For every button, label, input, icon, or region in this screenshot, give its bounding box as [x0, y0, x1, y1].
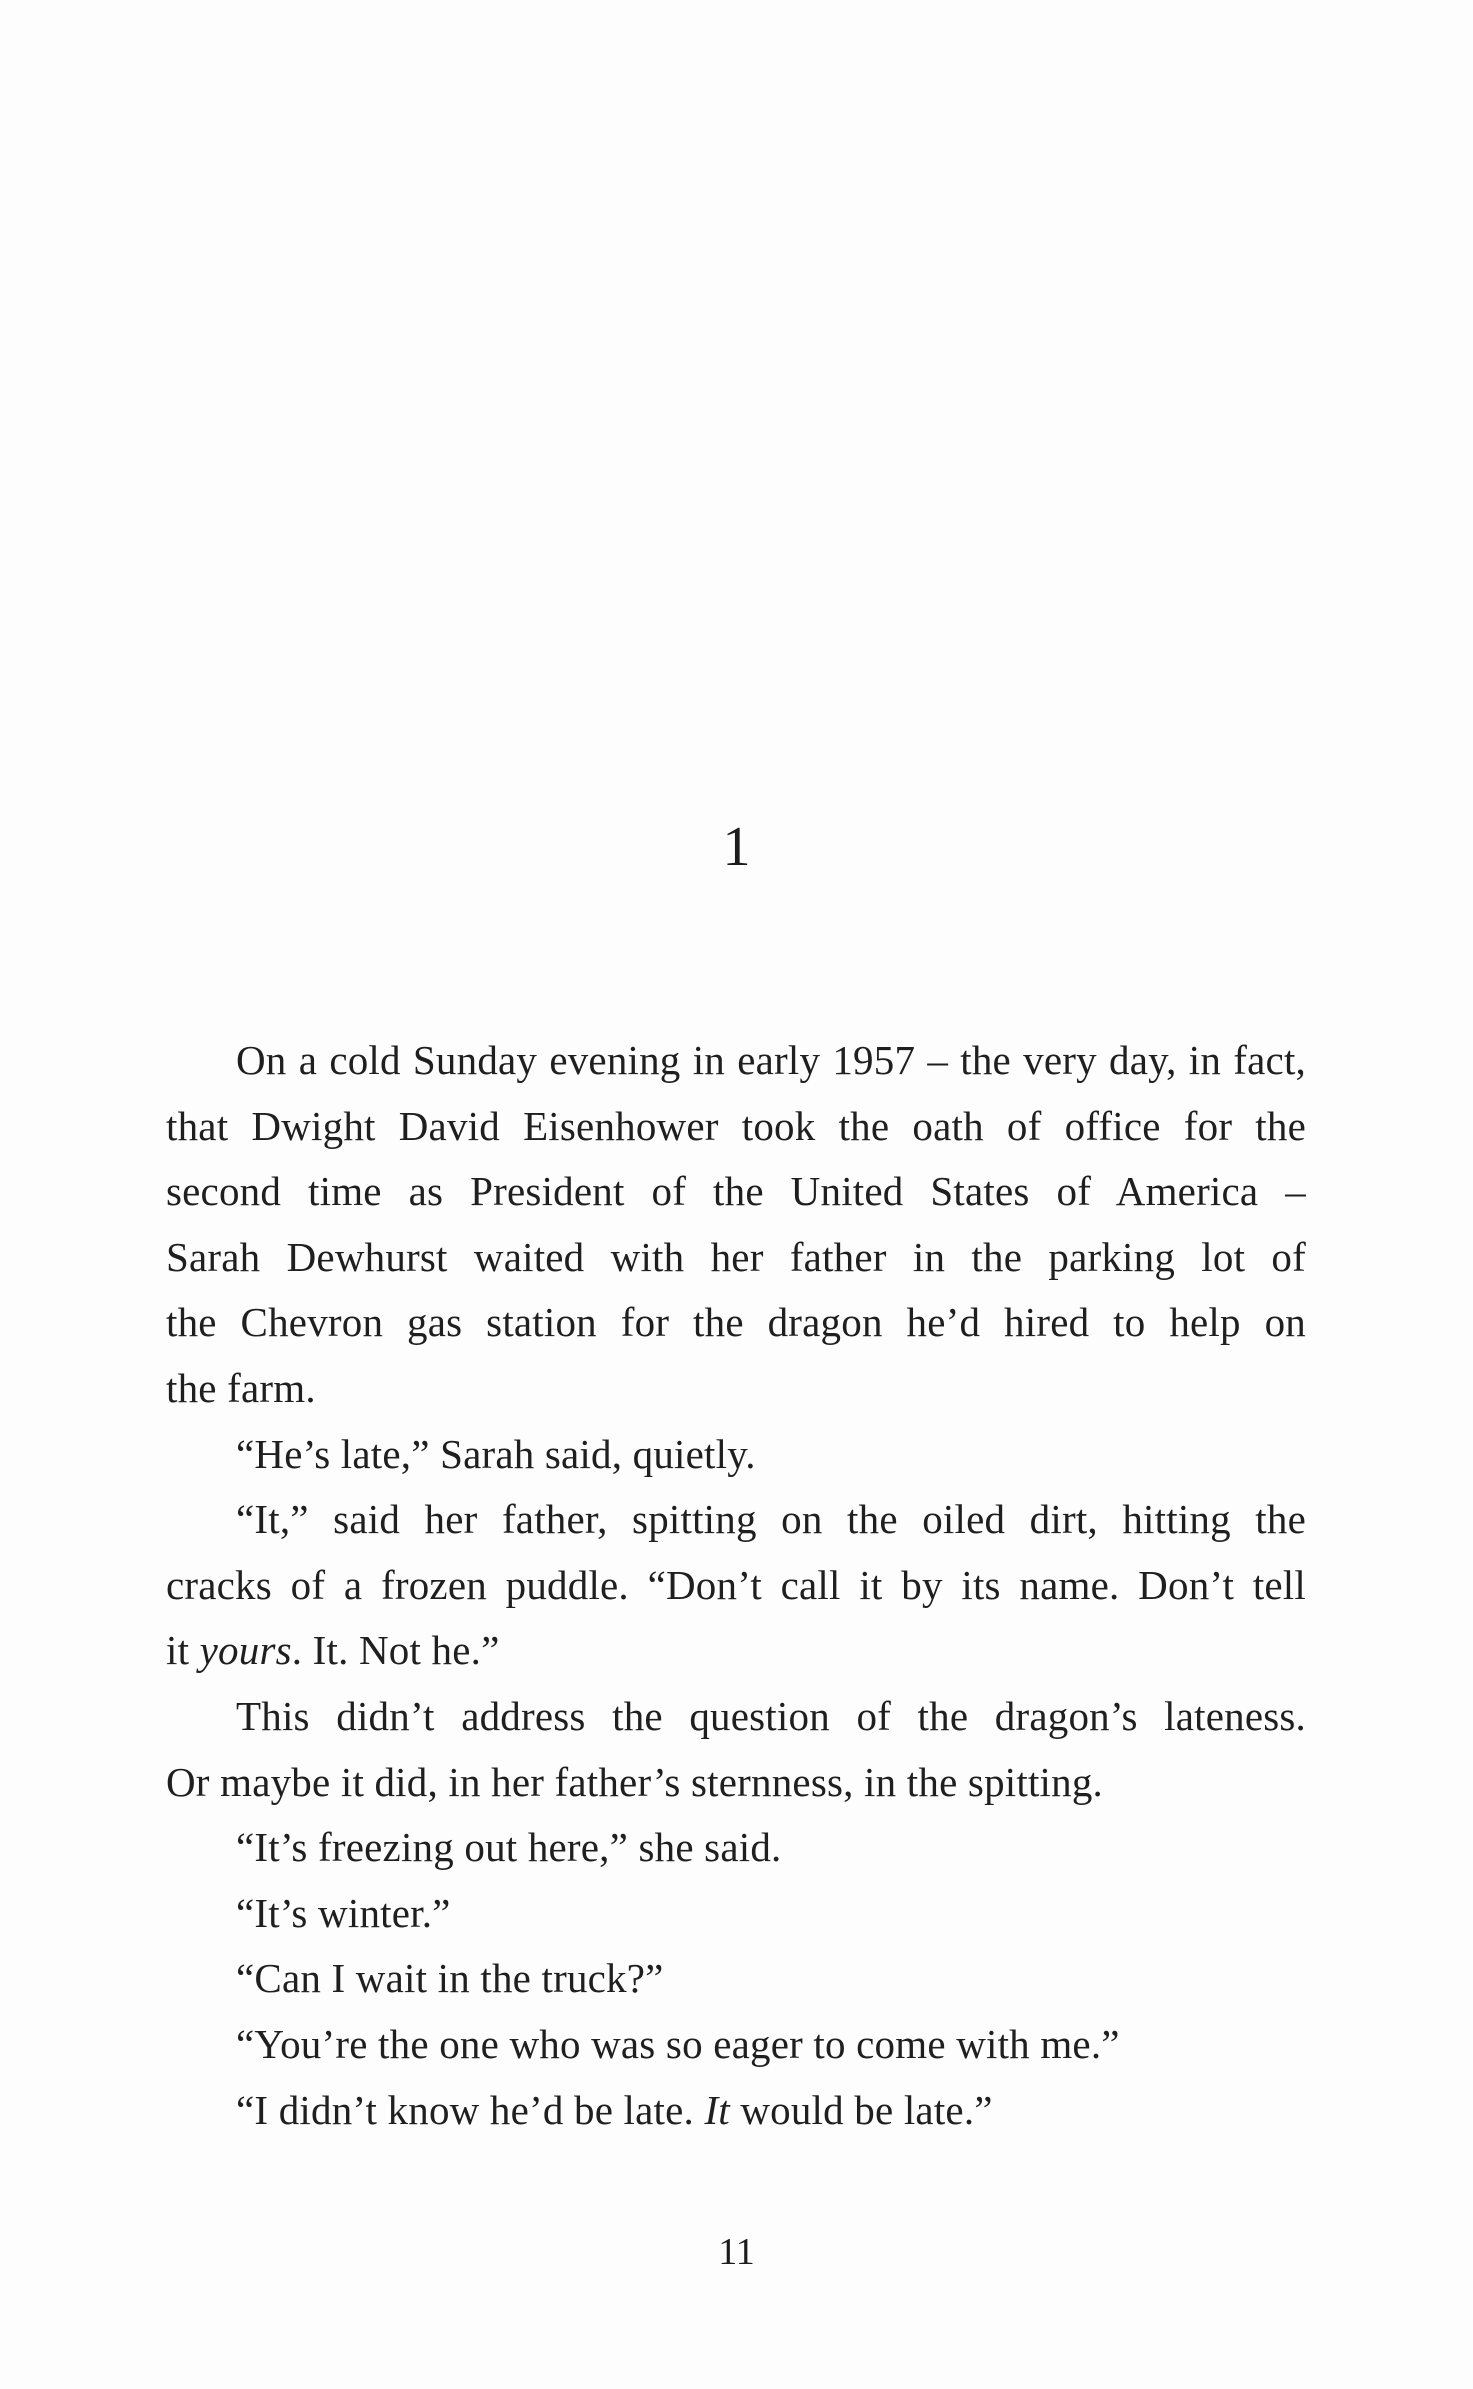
paragraph-3-emphasis: yours [199, 1627, 292, 1674]
paragraph-1-line-3: second time as President of the United States of America – [166, 1168, 1306, 1215]
paragraph-1-line-6: the farm. [166, 1364, 316, 1411]
paragraph-4-line-2: Or maybe it did, in her father’s sternness, in the spitting. [166, 1758, 1103, 1805]
paragraph-3-line-3 [166, 1618, 1306, 1684]
paragraph-7-line-1: “Can I wait in the truck?” [236, 1955, 664, 2002]
paragraph-1-line-2: that Dwight David Eisenhower took the oath of office for the [166, 1102, 1306, 1149]
paragraph-5-line-1: “It’s freezing out here,” she said. [236, 1824, 782, 1871]
paragraph-9-before: “I didn’t know he’d be late. [236, 2086, 705, 2133]
chapter-number: 1 [722, 816, 751, 878]
paragraph-3-line-3-before: it [166, 1627, 200, 1674]
paragraph-9-emphasis: It [704, 2086, 730, 2133]
paragraph-4-line-1: This didn’t address the question of the dragon’s lateness. [236, 1692, 1306, 1739]
paragraph-9-line-1 [166, 2078, 1306, 2144]
paragraph-3-line-1: “It,” said her father, spitting on the oiled dirt, hitting the [236, 1496, 1306, 1543]
paragraph-1-line-5: the Chevron gas station for the dragon he’d hired to help on [166, 1299, 1306, 1346]
paragraph-1-line-1: On a cold Sunday evening in early 1957 – the very day, in fact, [236, 1037, 1306, 1083]
paragraph-3-line-2: cracks of a frozen puddle. “Don’t call it by its name. Don’t tell [166, 1561, 1306, 1608]
paragraph-8-line-1: “You’re the one who was so eager to come with me.” [236, 2020, 1120, 2067]
page-number: 11 [718, 2231, 755, 2273]
paragraph-3-line-3-after: . It. Not he.” [291, 1627, 500, 1674]
paragraph-2-line-1: “He’s late,” Sarah said, quietly. [236, 1430, 756, 1477]
chapter-body-text [166, 1028, 1306, 2143]
paragraph-9-after: would be late.” [729, 2086, 993, 2133]
paragraph-6-line-1: “It’s winter.” [236, 1889, 451, 1936]
paragraph-1-line-4: Sarah Dewhurst waited with her father in the parking lot of [166, 1233, 1306, 1280]
